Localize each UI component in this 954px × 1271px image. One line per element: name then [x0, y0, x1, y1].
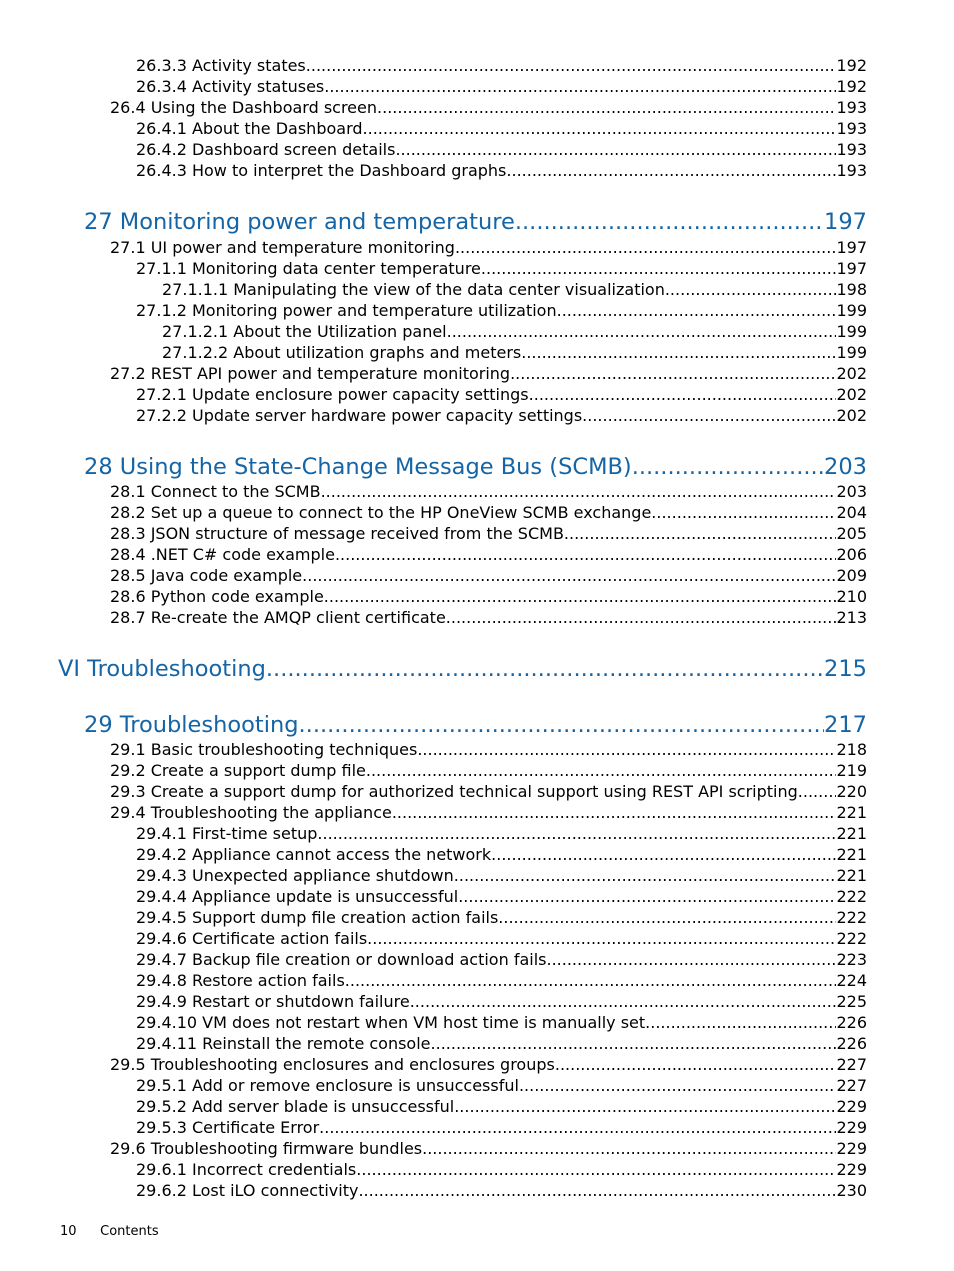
dot-leader	[317, 823, 836, 844]
toc-entry-title: 29.4.2 Appliance cannot access the network	[136, 845, 492, 864]
toc-entry[interactable]	[136, 1012, 867, 1033]
toc-entry-title: 29.5.3 Certificate Error	[136, 1118, 320, 1137]
toc-entry-page: 227	[836, 1055, 867, 1074]
toc-entry[interactable]	[136, 1033, 867, 1054]
toc-entry-page: 222	[836, 908, 867, 927]
toc-entry-page: 202	[836, 406, 867, 425]
toc-entry-page: 220	[836, 782, 867, 801]
toc-entry-title: 27 Monitoring power and temperature	[84, 209, 515, 235]
toc-entry-title: 27.2.2 Update server hardware power capacity settings	[136, 406, 583, 425]
toc-entry-page: 219	[836, 761, 867, 780]
toc-entry-title: 29.4.1 First-time setup	[136, 824, 318, 843]
toc-entry-title: 27.1.2 Monitoring power and temperature utilization	[136, 301, 557, 320]
dot-leader	[447, 321, 837, 342]
toc-entry[interactable]	[136, 160, 867, 181]
toc-entry-page: 192	[836, 77, 867, 96]
toc-entry-page: 193	[836, 161, 867, 180]
toc-entry[interactable]	[58, 655, 867, 683]
toc-entry-title: VI Troubleshooting	[58, 656, 266, 682]
dot-leader	[335, 544, 837, 565]
toc-entry-title: 29.5.2 Add server blade is unsuccessful	[136, 1097, 455, 1116]
toc-entry-title: 26.4.1 About the Dashboard	[136, 119, 363, 138]
toc-entry[interactable]	[110, 607, 867, 628]
toc-entry[interactable]	[110, 781, 867, 802]
toc-entry[interactable]	[136, 907, 867, 928]
toc-entry-title: 29.2 Create a support dump file	[110, 761, 366, 780]
toc-entry-page: 198	[836, 280, 867, 299]
toc-entry[interactable]	[110, 565, 867, 586]
toc-entry-page: 229	[836, 1139, 867, 1158]
toc-entry[interactable]	[136, 991, 867, 1012]
toc-entry-page: 205	[836, 524, 867, 543]
toc-entry-title: 27.1 UI power and temperature monitoring	[110, 238, 455, 257]
toc-entry[interactable]	[110, 481, 867, 502]
toc-entry[interactable]	[136, 258, 867, 279]
toc-entry[interactable]	[136, 1180, 867, 1201]
dot-leader	[582, 405, 836, 426]
toc-entry[interactable]	[110, 523, 867, 544]
toc-entry-page: 217	[824, 712, 867, 738]
dot-leader	[306, 55, 837, 76]
toc-entry[interactable]	[136, 76, 867, 97]
toc-entry-page: 197	[824, 209, 867, 235]
toc-entry-page: 193	[836, 140, 867, 159]
toc-entry-title: 27.1.1 Monitoring data center temperature	[136, 259, 481, 278]
toc-entry-page: 213	[836, 608, 867, 627]
toc-entry-title: 28.6 Python code example	[110, 587, 324, 606]
toc-entry-title: 29.5 Troubleshooting enclosures and enclosures groups	[110, 1055, 555, 1074]
dot-leader	[266, 655, 824, 683]
footer-section-title: Contents	[100, 1224, 159, 1239]
toc-entry[interactable]	[162, 279, 867, 300]
toc-entry-page: 229	[836, 1118, 867, 1137]
toc-entry-page: 202	[836, 364, 867, 383]
toc-entry[interactable]	[110, 97, 867, 118]
toc-entry-title: 28 Using the State-Change Message Bus (SCMB)	[84, 454, 632, 480]
toc-entry-title: 27.1.1.1 Manipulating the view of the data center visualization	[162, 280, 665, 299]
toc-entry[interactable]	[136, 384, 867, 405]
toc-entry-title: 29.4.10 VM does not restart when VM host time is manually set	[136, 1013, 646, 1032]
toc-entry[interactable]	[136, 1096, 867, 1117]
dot-leader	[299, 711, 825, 739]
dot-leader	[458, 886, 836, 907]
dot-leader	[392, 802, 837, 823]
dot-leader	[356, 1159, 836, 1180]
toc-entry-page: 215	[824, 656, 867, 682]
toc-entry-title: 29 Troubleshooting	[84, 712, 299, 738]
toc-entry-page: 221	[836, 866, 867, 885]
toc-entry-title: 29.4.5 Support dump file creation action fails	[136, 908, 499, 927]
dot-leader	[431, 1033, 837, 1054]
dot-leader	[422, 1138, 836, 1159]
toc-entry-title: 28.7 Re-create the AMQP client certificate	[110, 608, 446, 627]
toc-entry[interactable]	[136, 970, 867, 991]
dot-leader	[557, 300, 837, 321]
toc-entry-title: 29.1 Basic troubleshooting techniques	[110, 740, 418, 759]
toc-entry-title: 26.3.3 Activity states	[136, 56, 306, 75]
dot-leader	[510, 363, 836, 384]
toc-entry-title: 27.2 REST API power and temperature monitoring	[110, 364, 511, 383]
toc-entry-page: 223	[836, 950, 867, 969]
dot-leader	[395, 139, 836, 160]
toc-entry-page: 210	[836, 587, 867, 606]
dot-leader	[324, 586, 837, 607]
toc-entry-title: 29.4.9 Restart or shutdown failure	[136, 992, 410, 1011]
toc-entry[interactable]	[110, 1054, 867, 1075]
toc-entry-page: 197	[836, 238, 867, 257]
dot-leader	[319, 1117, 836, 1138]
toc-entry-title: 26.4.2 Dashboard screen details	[136, 140, 396, 159]
toc-entry-page: 203	[824, 454, 867, 480]
toc-entry-page: 192	[836, 56, 867, 75]
toc-entry-page: 199	[836, 322, 867, 341]
dot-leader	[366, 760, 837, 781]
toc-entry[interactable]	[110, 237, 867, 258]
dot-leader	[345, 970, 837, 991]
toc-entry[interactable]	[136, 1075, 867, 1096]
toc-entry-page: 203	[836, 482, 867, 501]
toc-entry-title: 28.1 Connect to the SCMB	[110, 482, 321, 501]
toc-entry[interactable]	[110, 802, 867, 823]
toc-entry-title: 29.4.7 Backup file creation or download action fails	[136, 950, 547, 969]
toc-entry[interactable]	[136, 118, 867, 139]
dot-leader	[632, 453, 824, 481]
footer-page-number: 10	[60, 1224, 77, 1239]
toc-entry-page: 218	[836, 740, 867, 759]
toc-entry-page: 206	[836, 545, 867, 564]
toc-entry-title: 29.3 Create a support dump for authorized technical support using REST API scripting	[110, 782, 798, 801]
toc-entry-page: 221	[836, 824, 867, 843]
dot-leader	[321, 481, 837, 502]
toc-entry-page: 229	[836, 1160, 867, 1179]
toc-entry[interactable]	[136, 1117, 867, 1138]
toc-entry-title: 27.2.1 Update enclosure power capacity settings	[136, 385, 529, 404]
toc-entry-title: 29.4.4 Appliance update is unsuccessful	[136, 887, 459, 906]
toc-entry[interactable]	[110, 544, 867, 565]
toc-entry-page: 193	[836, 119, 867, 138]
dot-leader	[555, 1054, 837, 1075]
dot-leader	[519, 1075, 837, 1096]
toc-entry[interactable]	[136, 1159, 867, 1180]
dot-leader	[417, 739, 836, 760]
toc-entry-title: 26.4.3 How to interpret the Dashboard graphs	[136, 161, 507, 180]
dot-leader	[454, 1096, 836, 1117]
dot-leader	[302, 565, 836, 586]
toc-entry-title: 29.6.2 Lost iLO connectivity	[136, 1181, 359, 1200]
toc-entry-page: 230	[836, 1181, 867, 1200]
dot-leader	[521, 342, 836, 363]
toc-entry[interactable]	[110, 502, 867, 523]
toc-entry-title: 29.4 Troubleshooting the appliance	[110, 803, 392, 822]
toc-entry[interactable]	[136, 886, 867, 907]
toc-entry[interactable]	[136, 55, 867, 76]
toc-entry-title: 28.3 JSON structure of message received from the SCMB	[110, 524, 564, 543]
toc-entry[interactable]	[110, 363, 867, 384]
toc-entry-title: 28.4 .NET C# code example	[110, 545, 335, 564]
dot-leader	[358, 1180, 836, 1201]
dot-leader	[446, 607, 837, 628]
dot-leader	[491, 844, 836, 865]
toc-entry-title: 26.3.4 Activity statuses	[136, 77, 325, 96]
toc-entry-page: 222	[836, 887, 867, 906]
toc-entry-page: 204	[836, 503, 867, 522]
dot-leader	[798, 781, 837, 802]
dot-leader	[363, 118, 837, 139]
toc-entry-title: 29.4.8 Restore action fails	[136, 971, 345, 990]
toc-entry-title: 28.5 Java code example	[110, 566, 303, 585]
dot-leader	[564, 523, 837, 544]
toc-entry-title: 29.4.3 Unexpected appliance shutdown	[136, 866, 454, 885]
dot-leader	[455, 237, 837, 258]
toc-entry-title: 26.4 Using the Dashboard screen	[110, 98, 378, 117]
toc-entry[interactable]	[110, 586, 867, 607]
toc-entry[interactable]	[136, 844, 867, 865]
toc-entry-page: 225	[836, 992, 867, 1011]
toc-entry-title: 27.1.2.1 About the Utilization panel	[162, 322, 447, 341]
dot-leader	[506, 160, 836, 181]
toc-entry[interactable]	[110, 739, 867, 760]
toc-entry-page: 199	[836, 343, 867, 362]
toc-entry-title: 27.1.2.2 About utilization graphs and meters	[162, 343, 522, 362]
page-footer	[60, 1223, 159, 1241]
toc-entry-page: 226	[836, 1013, 867, 1032]
dot-leader	[665, 279, 837, 300]
toc-entry[interactable]	[136, 865, 867, 886]
dot-leader	[645, 1012, 836, 1033]
toc-entry-title: 28.2 Set up a queue to connect to the HP OneView SCMB exchange	[110, 503, 652, 522]
dot-leader	[410, 991, 837, 1012]
dot-leader	[651, 502, 836, 523]
toc-entry-title: 29.6 Troubleshooting firmware bundles	[110, 1139, 423, 1158]
toc-entry[interactable]	[110, 1138, 867, 1159]
toc-entry-page: 221	[836, 845, 867, 864]
dot-leader	[546, 949, 836, 970]
toc-entry-page: 197	[836, 259, 867, 278]
dot-leader	[515, 208, 824, 236]
toc-entry-page: 222	[836, 929, 867, 948]
dot-leader	[367, 928, 836, 949]
dot-leader	[324, 76, 836, 97]
toc-entry-page: 227	[836, 1076, 867, 1095]
toc-entry[interactable]	[84, 208, 867, 236]
dot-leader	[377, 97, 836, 118]
toc-entry-page: 209	[836, 566, 867, 585]
toc-entry[interactable]	[136, 405, 867, 426]
toc-entry-page: 226	[836, 1034, 867, 1053]
toc-entry-title: 29.4.11 Reinstall the remote console	[136, 1034, 431, 1053]
toc-entry-title: 29.4.6 Certificate action fails	[136, 929, 368, 948]
dot-leader	[529, 384, 837, 405]
toc-entry-page: 229	[836, 1097, 867, 1116]
toc-entry[interactable]	[84, 453, 867, 481]
toc-entry[interactable]	[110, 760, 867, 781]
toc-entry-page: 202	[836, 385, 867, 404]
toc-entry[interactable]	[162, 342, 867, 363]
toc-entry[interactable]	[136, 300, 867, 321]
toc-entry-page: 193	[836, 98, 867, 117]
dot-leader	[481, 258, 837, 279]
toc-entry[interactable]	[136, 139, 867, 160]
toc-entry[interactable]	[136, 949, 867, 970]
dot-leader	[498, 907, 836, 928]
toc-entry[interactable]	[136, 823, 867, 844]
toc-entry[interactable]	[162, 321, 867, 342]
dot-leader	[454, 865, 837, 886]
toc-entry-page: 221	[836, 803, 867, 822]
toc-entry-title: 29.5.1 Add or remove enclosure is unsuccessful	[136, 1076, 519, 1095]
toc-entry-title: 29.6.1 Incorrect credentials	[136, 1160, 357, 1179]
toc-entry[interactable]	[136, 928, 867, 949]
toc-entry-page: 224	[836, 971, 867, 990]
toc-entry-page: 199	[836, 301, 867, 320]
toc-entry[interactable]	[84, 711, 867, 739]
